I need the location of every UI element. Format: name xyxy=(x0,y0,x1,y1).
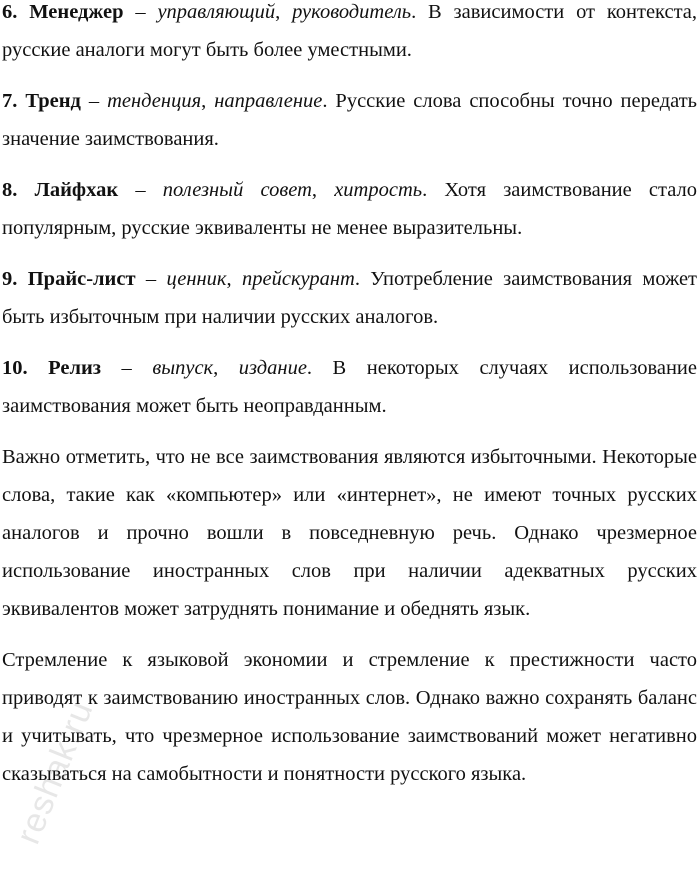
dash: – xyxy=(80,90,108,112)
paragraph: Важно отметить, что не все заимствования являются избыточными. Некоторые слова, такие как «компьютер» или «интернет», не имеют точных русских аналогов и прочно вошли в повседневную речь. Однако чрезмерное использование иностранных слов при наличии адекватных русских эквивалентов может затруднять понимание и обеднять язык. xyxy=(2,446,697,620)
item-term: Лайфхак xyxy=(34,179,119,201)
synonym: управляющий xyxy=(157,1,276,23)
separator: , xyxy=(311,179,335,201)
synonym: ценник xyxy=(166,268,227,290)
list-item xyxy=(2,0,697,69)
synonym: хитрость xyxy=(334,179,423,201)
item-term: Тренд xyxy=(25,90,81,112)
item-number: 8. xyxy=(2,179,18,201)
list-item xyxy=(2,171,697,247)
item-text: . Хотя заимствование стало популярным, русские эквиваленты не менее выразительны. xyxy=(2,179,697,239)
item-text: . Употребление заимствования может быть избыточным при наличии русских аналогов. xyxy=(2,268,698,328)
item-term: Прайс-лист xyxy=(27,268,136,290)
separator: , xyxy=(201,90,215,112)
item-number: 6. xyxy=(2,1,18,23)
dash: – xyxy=(135,268,167,290)
synonym: прейскурант xyxy=(242,268,355,290)
synonym: полезный совет xyxy=(162,179,312,201)
watermark: reshak.ru xyxy=(9,695,101,850)
dash: – xyxy=(101,357,153,379)
item-text: . В некоторых случаях использование заимствования может быть неоправданным. xyxy=(2,357,697,417)
separator: , xyxy=(213,357,239,379)
item-number: 10. xyxy=(2,357,28,379)
synonym: руководитель xyxy=(292,1,412,23)
item-number: 7. xyxy=(2,90,18,112)
item-text: . В зависимости от контекста, русские аналоги могут быть более уместными. xyxy=(2,1,698,61)
item-text: . Русские слова способны точно передать значение заимствования. xyxy=(2,90,698,150)
dash: – xyxy=(123,1,158,23)
item-term: Релиз xyxy=(48,357,102,379)
separator: , xyxy=(275,1,293,23)
list-item xyxy=(2,349,697,425)
list-item xyxy=(2,82,697,158)
synonym: тенденция xyxy=(107,90,202,112)
item-number: 9. xyxy=(2,268,18,290)
synonym: издание xyxy=(238,357,307,379)
separator: , xyxy=(226,268,242,290)
synonym: направление xyxy=(214,90,323,112)
synonym: выпуск xyxy=(152,357,214,379)
list-item xyxy=(2,260,697,336)
item-term: Менеджер xyxy=(29,1,124,23)
dash: – xyxy=(118,179,163,201)
paragraph: Стремление к языковой экономии и стремление к престижности часто приводят к заимствованию иностранных слов. Однако важно сохранять баланс и учитывать, что чрезмерное использование заимствований может негативно сказываться на самобытности и понятности русского языка. xyxy=(2,649,697,785)
